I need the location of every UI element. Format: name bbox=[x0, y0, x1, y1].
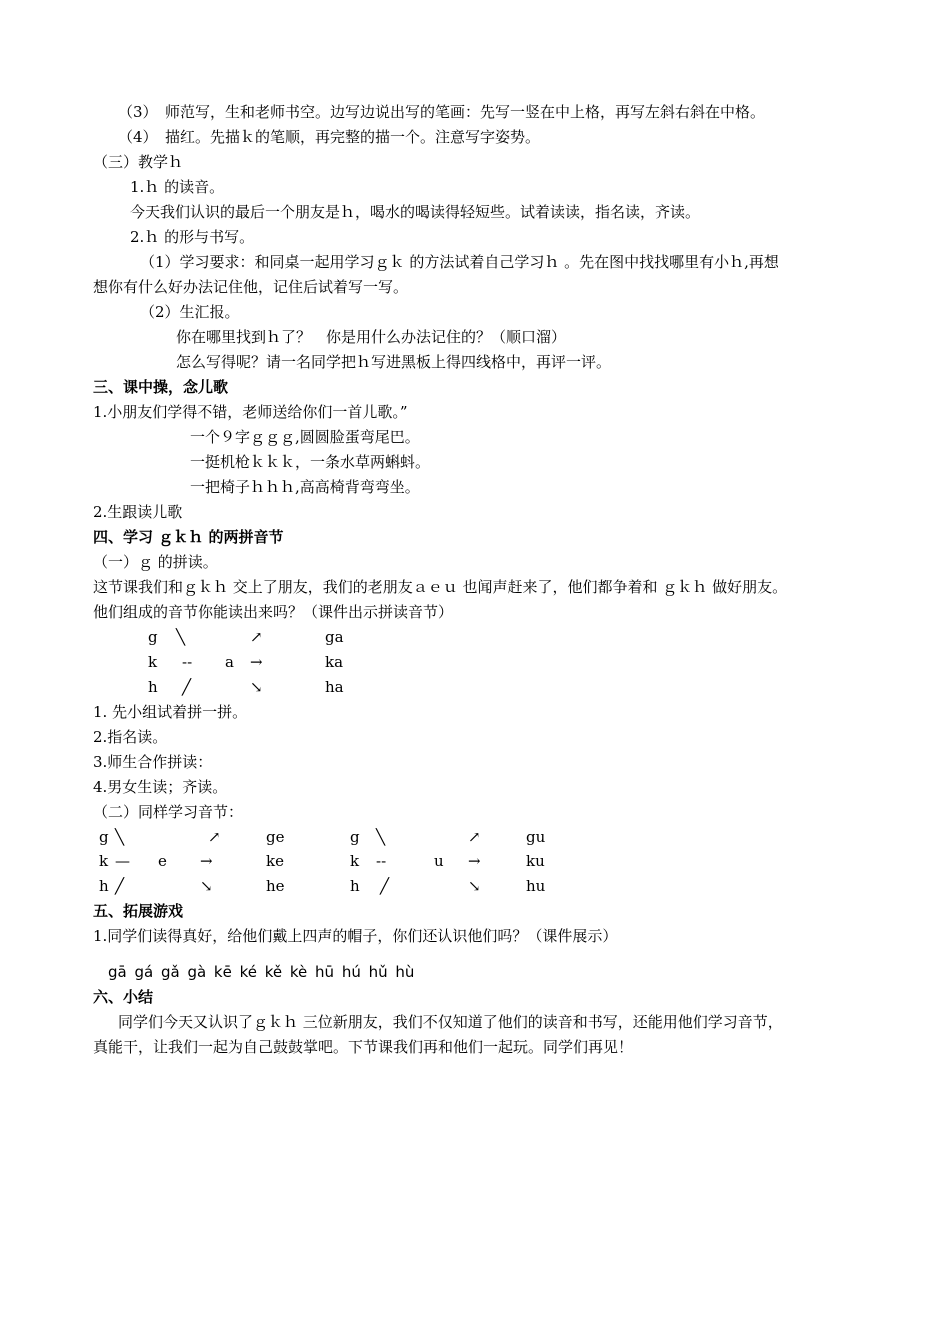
tone-syllables: gā gá gǎ gà kē ké kě kè hū hú hǔ hù bbox=[108, 963, 415, 981]
summary-text-1: 同学们今天又认识了ｇｋｈ 三位新朋友，我们不仅知道了他们的读音和书写，还能用他们学习音节， bbox=[118, 1013, 783, 1031]
syllable-result: he bbox=[266, 877, 285, 895]
arrow-mark: → bbox=[250, 653, 263, 671]
initial-k: k bbox=[148, 653, 158, 671]
initial-g: g bbox=[99, 828, 109, 846]
arrow-mark: ↗ bbox=[468, 828, 481, 846]
g-spelling-heading: （一）ｇ 的拼读。 bbox=[93, 553, 218, 571]
learning-requirement-text: （1）学习要求：和同桌一起用学习ｇｋ 的方法试着自己学习ｈ 。先在图中找找哪里有小ｈ,再想 bbox=[140, 253, 779, 271]
syllable-result: ku bbox=[526, 852, 545, 870]
section-5-heading: 五、拓展游戏 bbox=[93, 902, 184, 920]
arrow-mark: ↘ bbox=[468, 877, 481, 895]
arrow-mark: ↗ bbox=[208, 828, 221, 846]
syllable-result: ge bbox=[266, 828, 285, 846]
step-3-text: （3） 师范写，生和老师书空。边写边说出写的笔画：先写一竖在中上格，再写左斜右斜在中格。 bbox=[118, 103, 766, 121]
step-cooperate-read: 3.师生合作拼读： bbox=[93, 753, 213, 771]
step-4-text: （4） 描红。先描ｋ的笔顺，再完整的描一个。注意写字姿势。 bbox=[118, 128, 541, 146]
rhyme-line-3: 一把椅子ｈｈｈ,高高椅背弯弯坐。 bbox=[190, 478, 420, 496]
section-4-heading: 四、学习 ｇｋｈ 的两拼音节 bbox=[93, 528, 284, 546]
initial-g: g bbox=[350, 828, 360, 846]
arrow-mark: → bbox=[468, 852, 481, 870]
section-3-heading: 三、课中操，念儿歌 bbox=[93, 378, 229, 396]
syllable-result: ha bbox=[325, 678, 344, 696]
h-pronunciation-heading: 1.ｈ 的读音。 bbox=[130, 178, 225, 196]
summary-text-2: 真能干，让我们一起为自己鼓鼓掌吧。下节课我们再和他们一起玩。同学们再见！ bbox=[93, 1038, 634, 1056]
learn-syllables-heading: （二）同样学习音节： bbox=[93, 803, 244, 821]
arrow-mark: ╲ bbox=[176, 628, 186, 646]
arrow-mark: ╱ bbox=[115, 877, 125, 895]
vowel-u: u bbox=[434, 852, 444, 870]
step-boys-girls-read: 4.男女生读；齐读。 bbox=[93, 778, 228, 796]
h-writing-heading: 2.ｈ 的形与书写。 bbox=[130, 228, 255, 246]
arrow-mark: ╲ bbox=[376, 828, 386, 846]
syllable-result: ke bbox=[266, 852, 284, 870]
learning-requirement-cont: 想你有什么好办法记住他，记住后试着写一写。 bbox=[93, 278, 409, 296]
arrow-mark: → bbox=[200, 852, 213, 870]
section-6-heading: 六、小结 bbox=[93, 988, 154, 1006]
syllable-result: gu bbox=[526, 828, 546, 846]
syllable-result: hu bbox=[526, 877, 546, 895]
report-question-1: 你在哪里找到ｈ了？ 你是用什么办法记住的？（顺口溜） bbox=[176, 328, 567, 346]
initial-h: h bbox=[148, 678, 158, 696]
initial-h: h bbox=[350, 877, 360, 895]
spelling-intro-1: 这节课我们和ｇｋｈ 交上了朋友，我们的老朋友ａｅｕ 也闻声赶来了，他们都争着和 ｇｋｈ 做好朋友。 bbox=[93, 578, 788, 596]
arrow-mark: ╲ bbox=[115, 828, 125, 846]
section-teach-h-heading: （三）教学ｈ bbox=[93, 153, 184, 171]
arrow-mark: -- bbox=[182, 653, 193, 671]
arrow-mark: -- bbox=[376, 852, 387, 870]
step-group-try: 1. 先小组试着拼一拼。 bbox=[93, 703, 248, 721]
arrow-mark: ╱ bbox=[182, 678, 192, 696]
spelling-intro-2: 他们组成的音节你能读出来吗？（课件出示拼读音节） bbox=[93, 603, 454, 621]
rhyme-line-1: 一个９字ｇｇｇ,圆圆脸蛋弯尾巴。 bbox=[190, 428, 420, 446]
arrow-mark: ↗ bbox=[250, 628, 263, 646]
arrow-mark: ↘ bbox=[200, 877, 213, 895]
syllable-result: ga bbox=[325, 628, 344, 646]
rhyme-follow-read: 2.生跟读儿歌 bbox=[93, 503, 183, 521]
vowel-e: e bbox=[158, 852, 167, 870]
arrow-mark: ╱ bbox=[380, 877, 390, 895]
rhyme-intro: 1.小朋友们学得不错，老师送给你们一首儿歌。” bbox=[93, 403, 408, 421]
arrow-mark: ↘ bbox=[250, 678, 263, 696]
initial-k: k bbox=[350, 852, 360, 870]
tone-game-text: 1.同学们读得真好，给他们戴上四声的帽子，你们还认识他们吗？（课件展示） bbox=[93, 927, 618, 945]
report-question-2: 怎么写得呢？请一名同学把ｈ写进黑板上得四线格中，再评一评。 bbox=[176, 353, 612, 371]
student-report-heading: （2）生汇报。 bbox=[140, 303, 240, 321]
arrow-mark: — bbox=[115, 852, 130, 870]
initial-g: g bbox=[148, 628, 158, 646]
vowel-a: a bbox=[225, 653, 234, 671]
syllable-result: ka bbox=[325, 653, 344, 671]
initial-k: k bbox=[99, 852, 109, 870]
rhyme-line-2: 一挺机枪ｋｋｋ，一条水草两蝌蚪。 bbox=[190, 453, 431, 471]
h-pronunciation-text: 今天我们认识的最后一个朋友是ｈ，喝水的喝读得轻短些。试着读读，指名读，齐读。 bbox=[130, 203, 701, 221]
initial-h: h bbox=[99, 877, 109, 895]
step-name-read: 2.指名读。 bbox=[93, 728, 168, 746]
